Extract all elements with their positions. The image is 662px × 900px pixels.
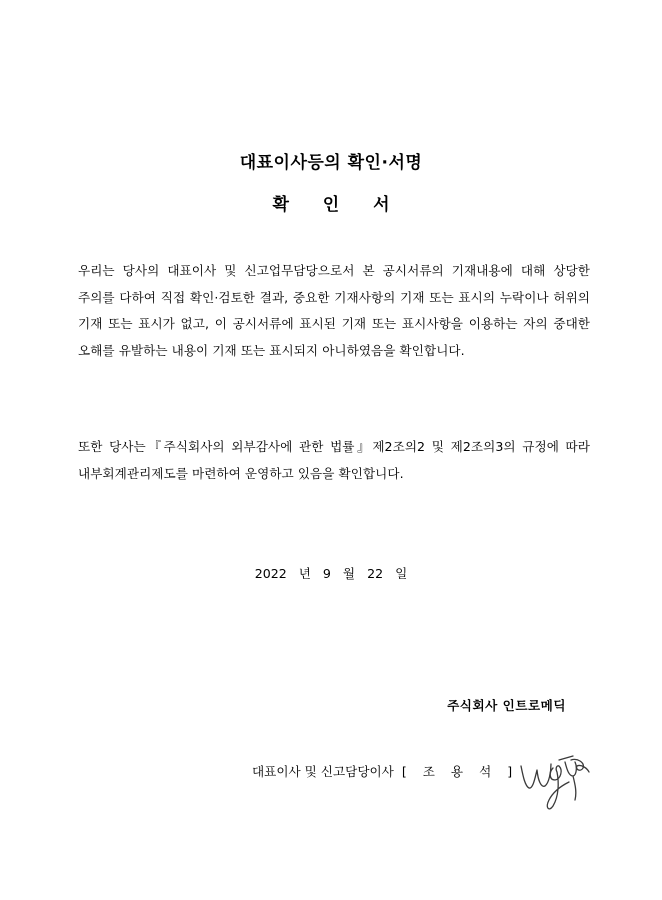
document-subtitle: 확 인 서 <box>272 195 404 215</box>
handwritten-signature <box>515 742 595 814</box>
signer-name: [ 조 용 석 ] <box>401 764 519 779</box>
document-title: 대표이사등의 확인·서명 <box>239 153 423 173</box>
confirmation-paragraph: 우리는 당사의 대표이사 및 신고업무담당으로서 본 공시서류의 기재내용에 대해 상당한 주의를 다하여 직접 확인·검토한 결과, 중요한 기재사항의 기재 또는 표시의 누락이나 허위의 기재 또는 표시가 없고, 이 공시서류에 표시된 기재 또는 표시사항을 이용하는 자의 중대한 오해를 유발하는 내용이 기재 또는 표시되지 아니하였음을 확인합니다. <box>78 263 590 359</box>
signer-line <box>252 761 518 780</box>
document-date: 2022 년 9 월 22 일 <box>254 566 408 581</box>
internal-control-paragraph: 또한 당사는『주식회사의 외부감사에 관한 법률』제2조의2 및 제2조의3의 규정에 따라 내부회계관리제도를 마련하여 운영하고 있음을 확인합니다. <box>78 439 590 481</box>
company-name: 주식회사 인트로메딕 <box>447 698 566 713</box>
signer-title: 대표이사 및 신고담당이사 <box>252 764 394 779</box>
